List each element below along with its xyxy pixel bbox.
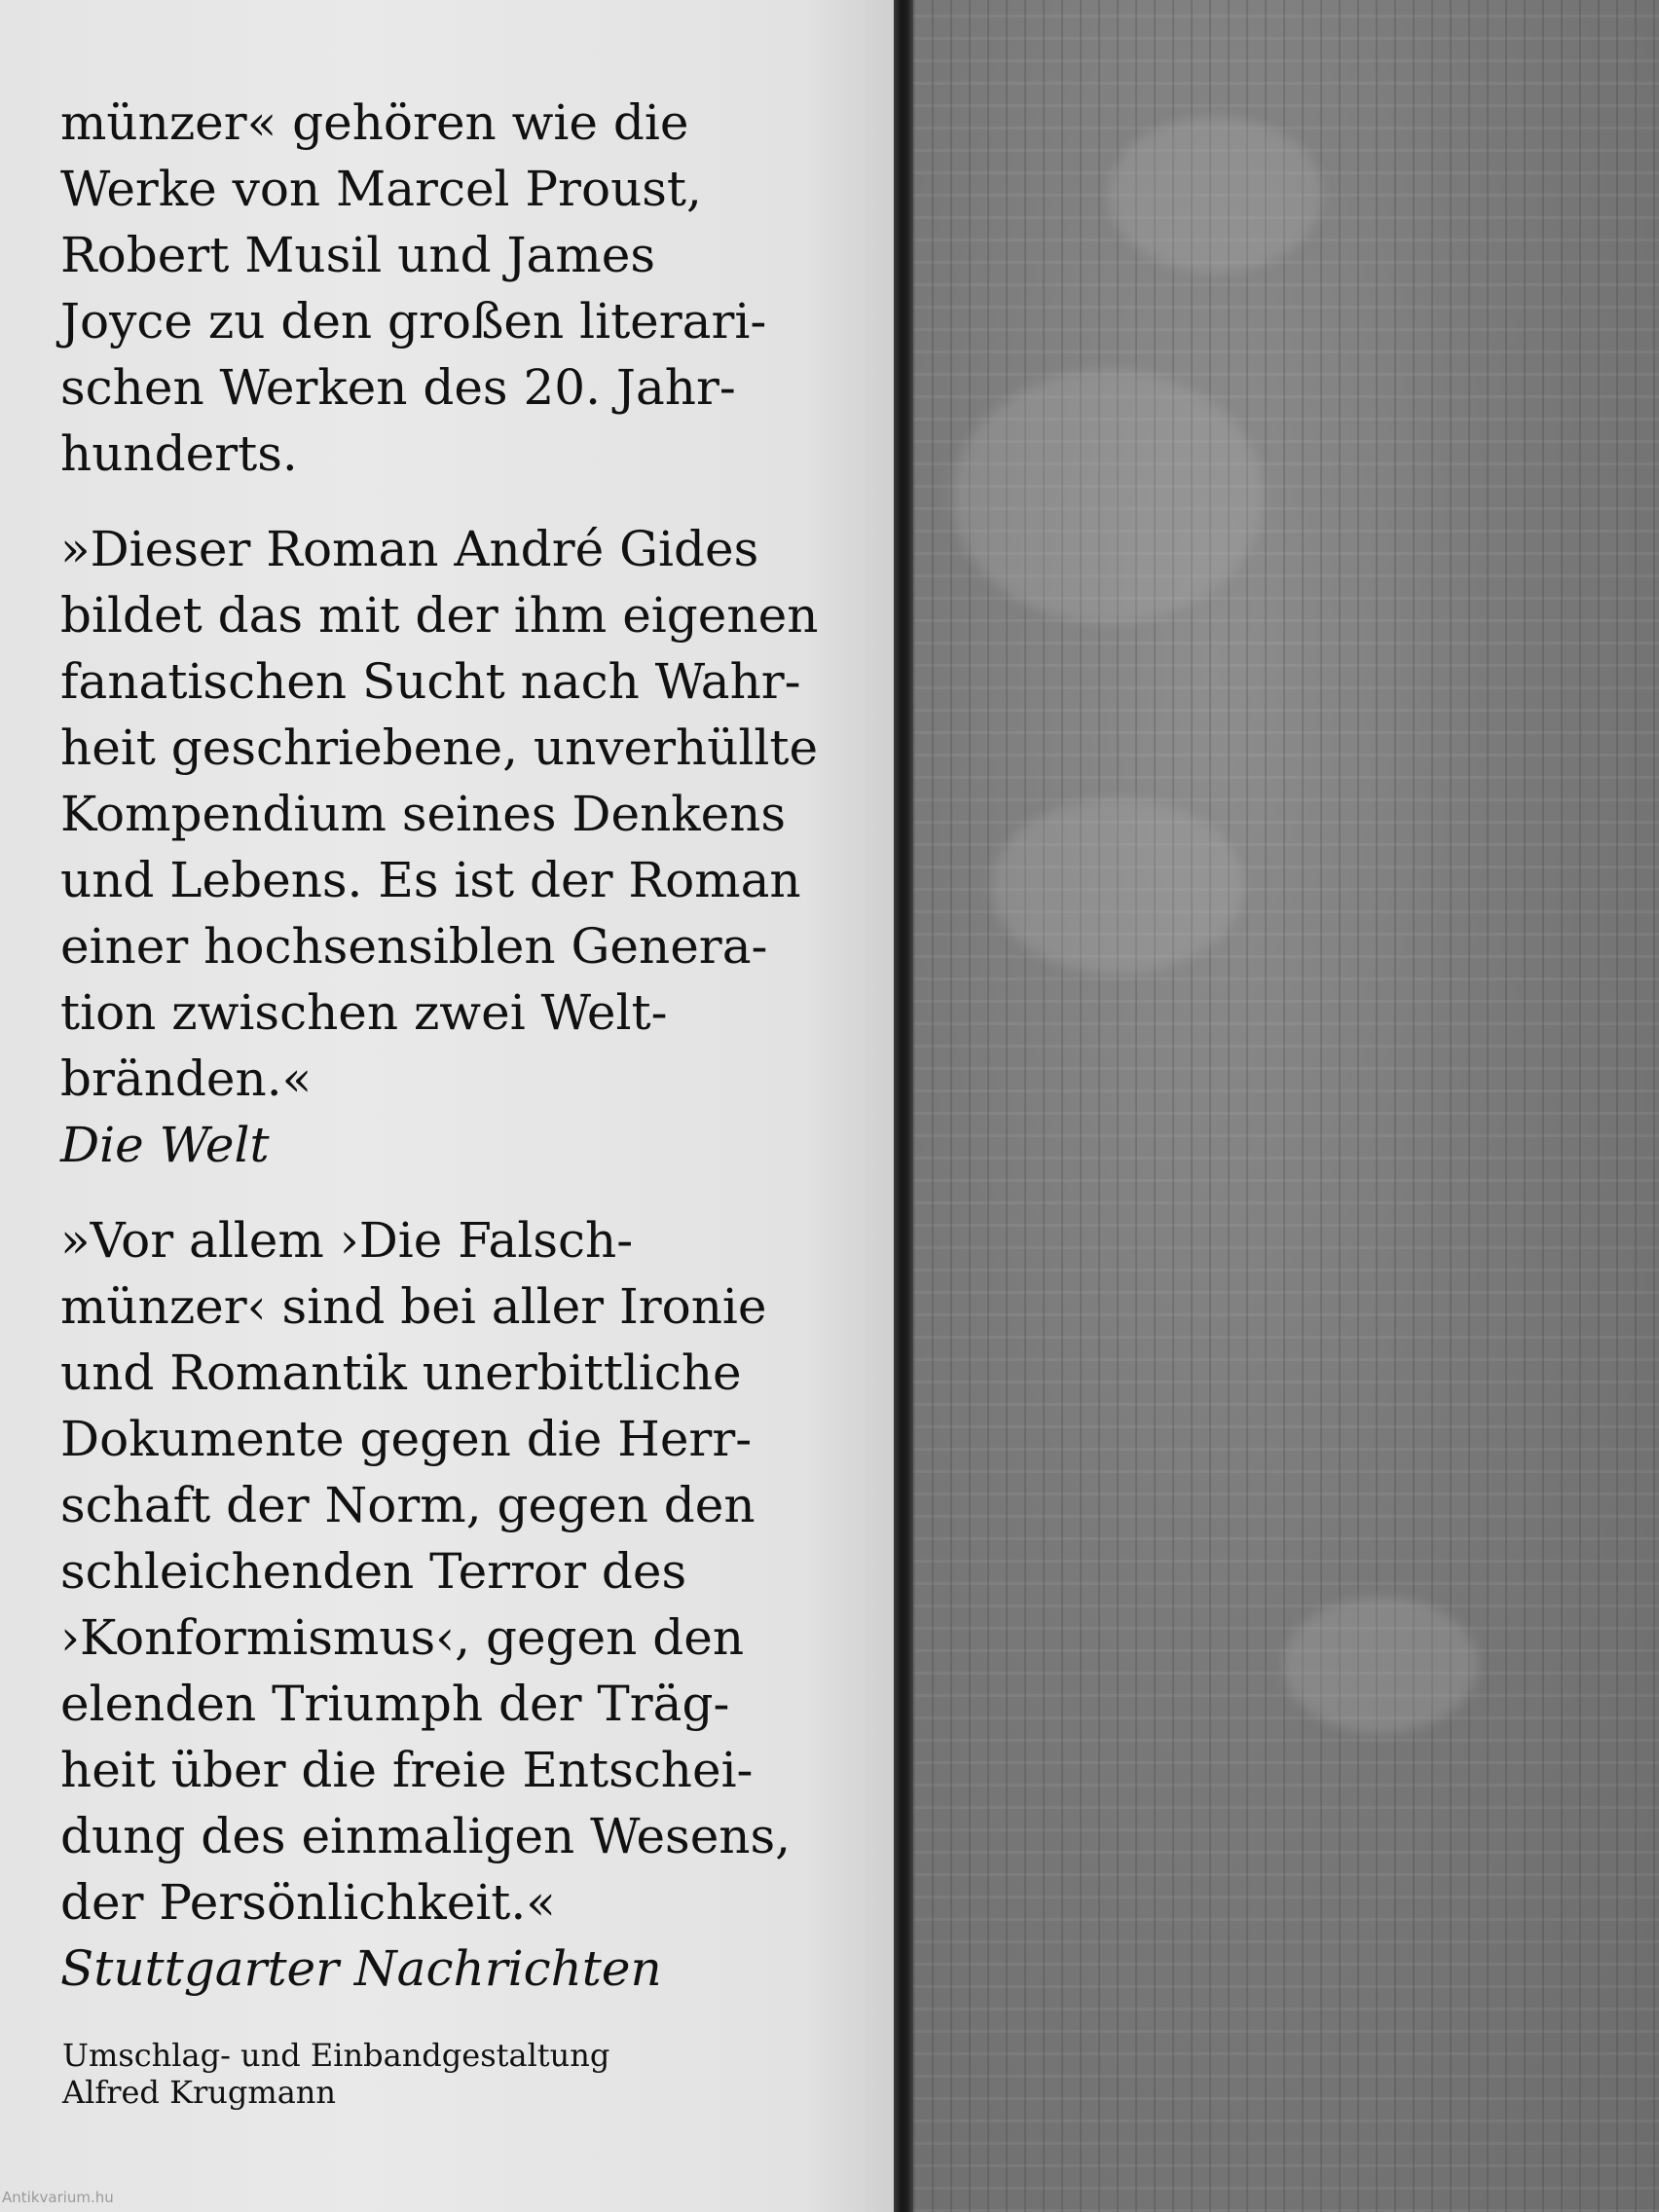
book-cover-board <box>913 0 1659 2212</box>
blurb-paragraph-3 <box>60 1207 878 2002</box>
paragraph-gap <box>60 487 878 516</box>
text-line: »Vor allem ›Die Falsch- <box>60 1212 634 1269</box>
text-line: heit geschriebene, unverhüllte <box>60 719 819 776</box>
credit-name: Alfred Krugmann <box>62 2074 337 2111</box>
text-line: fanatischen Sucht nach Wahr- <box>60 653 801 710</box>
text-line: Robert Musil und James <box>60 227 655 283</box>
text-line: schleichenden Terror des <box>60 1543 687 1600</box>
text-line: hunderts. <box>60 425 298 482</box>
text-line: Dokumente gegen die Herr- <box>60 1411 753 1467</box>
text-line: ›Konformismus‹, gegen den <box>60 1609 745 1666</box>
texture-blotch <box>1108 117 1322 273</box>
text-line: der Persönlichkeit.« <box>60 1874 556 1931</box>
credit-line: Umschlag- und Einbandgestaltung <box>62 2037 610 2074</box>
text-line: bildet das mit der ihm eigenen <box>60 587 819 644</box>
text-line: dung des einmaligen Wesens, <box>60 1808 792 1864</box>
text-line: Werke von Marcel Proust, <box>60 161 702 217</box>
text-line: einer hochsensiblen Genera- <box>60 918 768 975</box>
text-line: und Lebens. Es ist der Roman <box>60 852 801 908</box>
texture-blotch <box>1283 1597 1478 1733</box>
text-line: schaft der Norm, gegen den <box>60 1477 756 1533</box>
text-line: tion zwischen zwei Welt- <box>60 984 668 1041</box>
text-line: schen Werken des 20. Jahr- <box>60 359 736 416</box>
text-line: Joyce zu den großen literari- <box>60 293 767 350</box>
jacket-edge-shadow <box>894 0 913 2212</box>
paragraph-gap <box>60 1178 878 1207</box>
text-line: Kompendium seines Denkens <box>60 786 787 842</box>
text-line: münzer« gehören wie die <box>60 94 689 151</box>
text-line: elenden Triumph der Träg- <box>60 1676 730 1732</box>
watermark: Antikvarium.hu <box>2 2189 114 2206</box>
text-line: heit über die freie Entschei- <box>60 1742 754 1798</box>
design-credit <box>62 2037 609 2111</box>
text-line: münzer‹ sind bei aller Ironie <box>60 1278 767 1335</box>
blurb-paragraph-1 <box>60 90 878 487</box>
quote-source: Stuttgarter Nachrichten <box>60 1940 662 1997</box>
texture-blotch <box>991 798 1244 974</box>
texture-blotch <box>952 370 1264 623</box>
blurb-paragraph-2 <box>60 516 878 1178</box>
text-line: bränden.« <box>60 1051 313 1107</box>
text-line: »Dieser Roman André Gides <box>60 521 759 577</box>
blurb-text <box>60 90 878 2002</box>
quote-source: Die Welt <box>60 1117 270 1173</box>
text-line: und Romantik unerbittliche <box>60 1345 742 1401</box>
